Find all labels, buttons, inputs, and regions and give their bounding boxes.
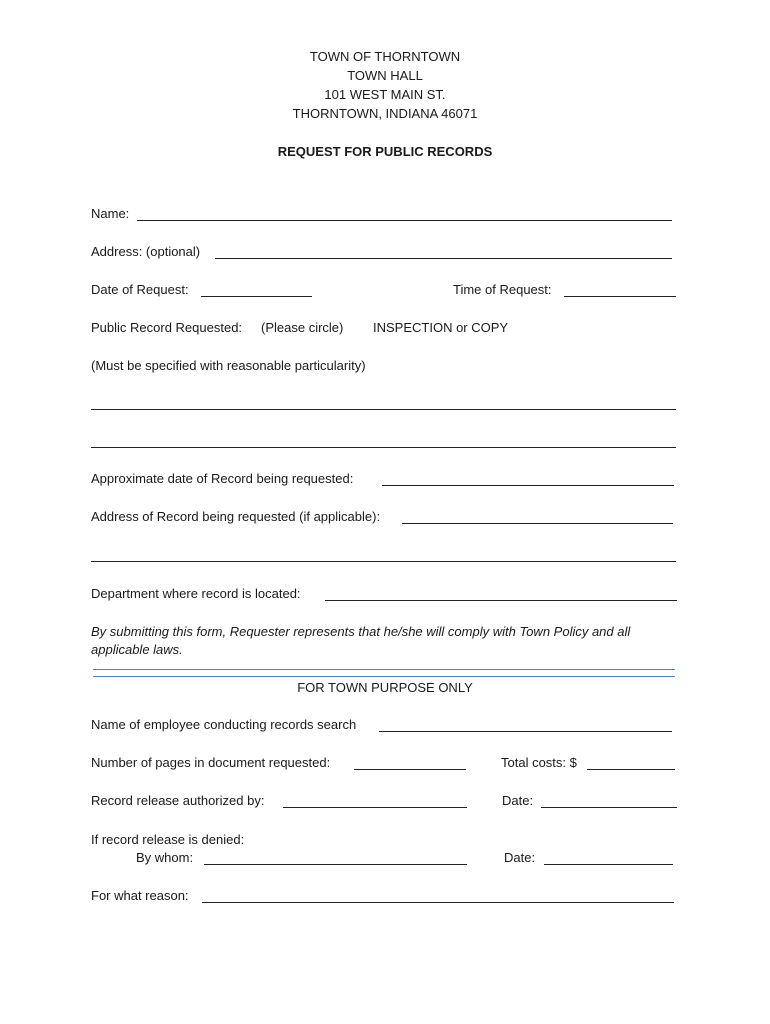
city-state-zip: THORNTOWN, INDIANA 46071 <box>292 106 478 121</box>
by-whom-label: By whom: <box>136 850 194 865</box>
pages-line[interactable] <box>354 769 466 770</box>
reason-line[interactable] <box>202 902 674 903</box>
street-address: 101 WEST MAIN ST. <box>324 87 446 102</box>
record-address-line[interactable] <box>402 523 673 524</box>
address-label: Address: (optional) <box>91 244 201 259</box>
by-whom-line[interactable] <box>204 864 467 865</box>
name-label: Name: <box>91 206 130 221</box>
denied-date-label: Date: <box>504 850 536 865</box>
record-requested-label: Public Record Requested: <box>91 320 243 335</box>
approx-date-label: Approximate date of Record being requested: <box>91 471 354 486</box>
total-costs-label: Total costs: $ <box>501 755 577 770</box>
department-line[interactable] <box>325 600 677 601</box>
reason-label: For what reason: <box>91 888 189 903</box>
date-of-request-line[interactable] <box>201 296 312 297</box>
record-address-line-2[interactable] <box>91 561 676 562</box>
release-date-line[interactable] <box>541 807 677 808</box>
release-authorized-label: Record release authorized by: <box>91 793 265 808</box>
description-line-1[interactable] <box>91 409 676 410</box>
inspection-or-copy-option[interactable]: INSPECTION or COPY <box>373 320 509 335</box>
disclaimer-text: By submitting this form, Requester represents that he/she will comply with Town Policy and all applicable laws. <box>91 624 631 657</box>
section-divider-bottom <box>93 676 675 677</box>
address-line[interactable] <box>215 258 672 259</box>
time-of-request-line[interactable] <box>564 296 676 297</box>
denied-date-line[interactable] <box>544 864 673 865</box>
section-divider-top <box>93 669 675 670</box>
employee-line[interactable] <box>379 731 672 732</box>
form-title: REQUEST FOR PUBLIC RECORDS <box>277 144 493 159</box>
total-costs-line[interactable] <box>587 769 675 770</box>
employee-label: Name of employee conducting records search <box>91 717 357 732</box>
pages-label: Number of pages in document requested: <box>91 755 331 770</box>
town-section-heading: FOR TOWN PURPOSE ONLY <box>297 680 473 695</box>
record-address-label: Address of Record being requested (if applicable): <box>91 509 381 524</box>
department-label: Department where record is located: <box>91 586 301 601</box>
please-circle-note: (Please circle) <box>261 320 344 335</box>
description-line-2[interactable] <box>91 447 676 448</box>
denied-label: If record release is denied: <box>91 832 245 847</box>
town-hall: TOWN HALL <box>347 68 423 83</box>
release-authorized-line[interactable] <box>283 807 467 808</box>
approx-date-line[interactable] <box>382 485 674 486</box>
date-of-request-label: Date of Request: <box>91 282 189 297</box>
release-date-label: Date: <box>502 793 534 808</box>
time-of-request-label: Time of Request: <box>453 282 552 297</box>
town-name: TOWN OF THORNTOWN <box>309 49 461 64</box>
particularity-note: (Must be specified with reasonable particularity) <box>91 358 366 373</box>
name-line[interactable] <box>137 220 672 221</box>
